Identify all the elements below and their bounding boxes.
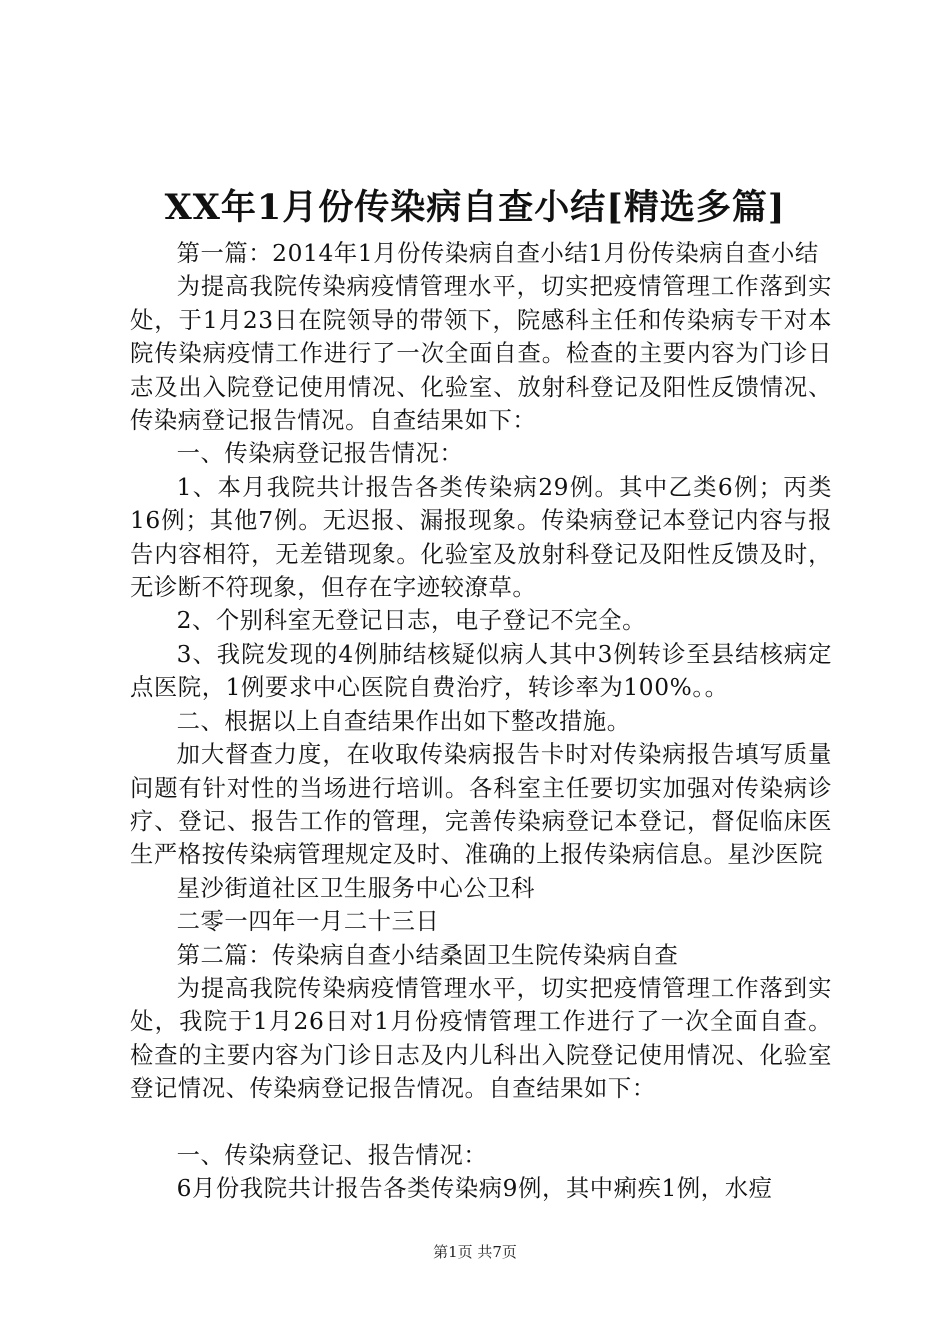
paragraph-section-two-heading: 第二篇：传染病自查小结桑固卫生院传染病自查 — [176, 941, 679, 969]
paragraph-intro-two: 为提高我院传染病疫情管理水平，切实把疫情管理工作落到实处，我院于1月26日对1月份疫情管理工作进行了一次全面自查。检查的主要内容为门诊日志及内儿科出入院登记使用情况、化验室登记情况、传染病登记报告情况。自查结果如下： — [130, 974, 832, 1103]
paragraph-item-1: 1、本月我院共计报告各类传染病29例。其中乙类6例；丙类16例；其他7例。无迟报、漏报现象。传染病登记本登记内容与报告内容相符，无差错现象。化验室及放射科登记及阳性反馈及时，无诊断不符现象，但存在字迹较潦草。 — [130, 473, 832, 602]
document-body — [130, 237, 832, 1206]
document-title: XX年1月份传染病自查小结[精选多篇] — [164, 187, 786, 228]
paragraph-report-two: 6月份我院共计报告各类传染病9例，其中痢疾1例，水痘 — [176, 1175, 773, 1203]
paragraph-item-2: 2、个别科室无登记日志，电子登记不完全。 — [176, 607, 647, 635]
paragraph-heading-registration-two: 一、传染病登记、报告情况： — [176, 1141, 488, 1169]
paragraph-heading-registration: 一、传染病登记报告情况： — [176, 440, 464, 468]
paragraph-signature-unit: 星沙街道社区卫生服务中心公卫科 — [176, 874, 536, 902]
paragraph-section-one-heading: 第一篇：2014年1月份传染病自查小结1月份传染病自查小结 — [176, 240, 819, 267]
paragraph-blank — [130, 1106, 832, 1139]
paragraph-intro-one: 为提高我院传染病疫情管理水平，切实把疫情管理工作落到实处，于1月23日在院领导的带领下，院感科主任和传染病专干对本院传染病疫情工作进行了一次全面自查。检查的主要内容为门诊日志及出入院登记使用情况、化验室、放射科登记及阳性反馈情况、传染病登记报告情况。自查结果如下： — [130, 273, 832, 435]
paragraph-signature-date: 二零一四年一月二十三日 — [176, 908, 440, 936]
paragraph-item-3: 3、我院发现的4例肺结核疑似病人其中3例转诊至县结核病定点医院，1例要求中心医院自费治疗，转诊率为100%。。 — [130, 640, 832, 702]
paragraph-heading-measures: 二、根据以上自查结果作出如下整改措施。 — [176, 707, 631, 735]
paragraph-measures: 加大督查力度，在收取传染病报告卡时对传染病报告填写质量问题有针对性的当场进行培训。各科室主任要切实加强对传染病诊疗、登记、报告工作的管理，完善传染病登记本登记，督促临床医生严格按传染病管理规定及时、准确的上报传染病信息。星沙医院 — [130, 741, 832, 869]
page-number: 第1页 共7页 — [433, 1243, 517, 1261]
